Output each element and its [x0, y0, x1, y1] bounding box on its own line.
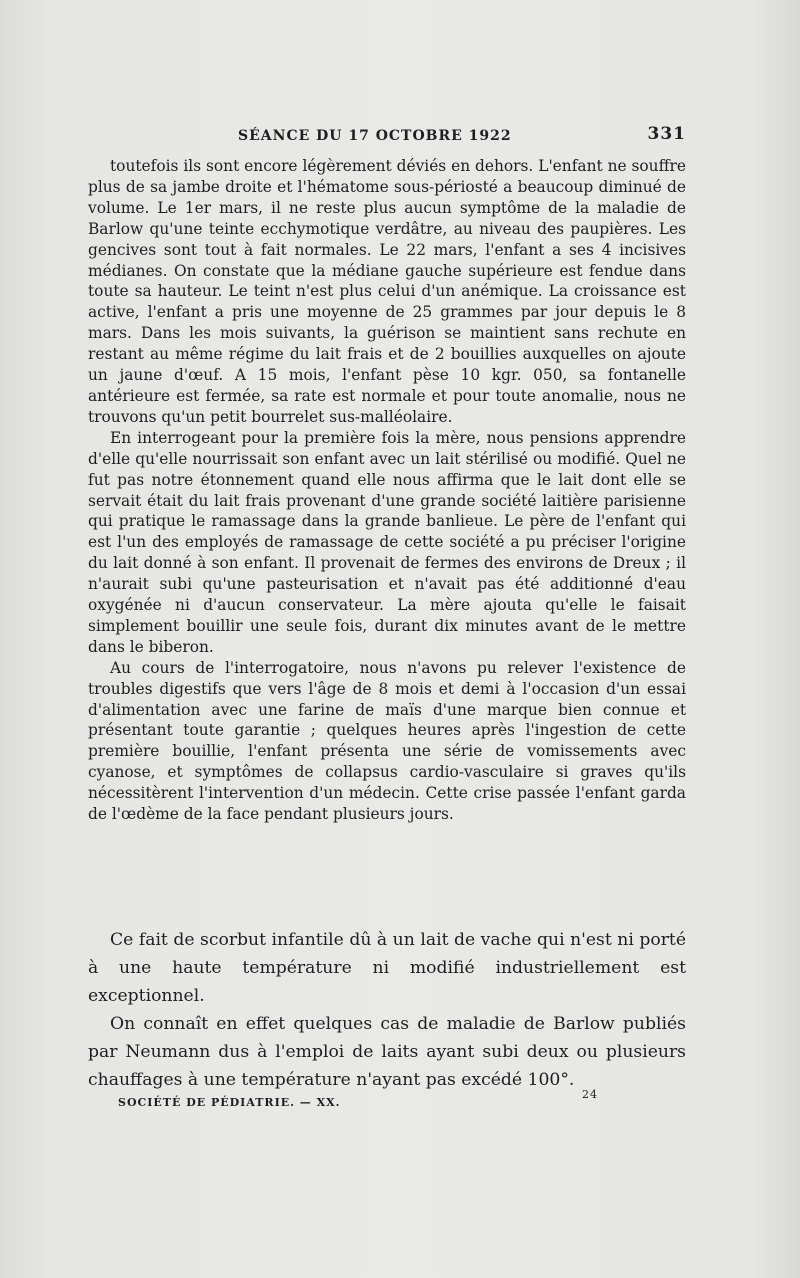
society-footer: SOCIÉTÉ DE PÉDIATRIE. — XX.: [118, 1096, 341, 1109]
paragraph: Au cours de l'interrogatoire, nous n'avons pu relever l'existence de troubles digestifs que vers l'âge de 8 mois et demi à l'occasion d'un essai d'alimentation avec une farine de maïs d'une marque bien connue et présentant toute garantie ; quelques heures après l'ingestion de cette première bouillie, l'enfant présenta une série de vomissements avec cyanose, et symptômes de collapsus cardio-vasculaire si graves qu'ils nécessitèrent l'intervention d'un médecin. Cette crise passée l'enfant garda de l'œdème de la face pendant plusieurs jours.: [88, 658, 686, 824]
main-text: [88, 156, 686, 825]
large-text-block: [88, 926, 686, 1094]
paragraph: En interrogeant pour la première fois la mère, nous pensions apprendre d'elle qu'elle nourrissait son enfant avec un lait stérilisé ou modifié. Quel ne fut pas notre étonnement quand elle nous affirma que le lait dont elle se servait était du lait frais provenant d'une grande société laitière parisienne qui pratique le ramassage dans la grande banlieue. Le père de l'enfant qui est l'un des employés de ramassage de cette société a pu préciser l'origine du lait donné à son enfant. Il provenait de fermes des environs de Dreux ; il n'aurait subi qu'une pasteurisation et n'avait pas été additionné d'eau oxygénée ni d'aucun conservateur. La mère ajouta qu'elle le faisait simplement bouillir une seule fois, durant dix minutes avant de le mettre dans le biberon.: [88, 428, 686, 656]
page-header: [88, 124, 686, 150]
running-head: SÉANCE DU 17 OCTOBRE 1922: [238, 128, 512, 144]
signature-mark: 24: [582, 1088, 598, 1101]
page-footer: [118, 1088, 598, 1112]
paragraph: Ce fait de scorbut infantile dû à un lait de vache qui n'est ni porté à une haute température ni modifié industriellement est exceptionnel.: [88, 930, 686, 1006]
page-number: 331: [647, 124, 686, 144]
paragraph: toutefois ils sont encore légèrement déviés en dehors. L'enfant ne souffre plus de sa jambe droite et l'hématome sous-périosté a beaucoup diminué de volume. Le 1er mars, il ne reste plus aucun symptôme de la maladie de Barlow qu'une teinte ecchymotique verdâtre, au niveau des paupières. Les gencives sont tout à fait normales. Le 22 mars, l'enfant a ses 4 incisives médianes. On constate que la médiane gauche supérieure est fendue dans toute sa hauteur. Le teint n'est plus celui d'un anémique. La croissance est active, l'enfant a pris une moyenne de 25 grammes par jour depuis le 8 mars. Dans les mois suivants, la guérison se maintient sans rechute en restant au même régime du lait frais et de 2 bouillies auxquelles on ajoute un jaune d'œuf. A 15 mois, l'enfant pèse 10 kgr. 050, sa fontanelle antérieure est fermée, sa rate est normale et pour toute anomalie, nous ne trouvons qu'un petit bourrelet sus-malléolaire.: [88, 157, 686, 426]
paragraph: On connaît en effet quelques cas de maladie de Barlow publiés par Neumann dus à l'emploi de laits ayant subi deux ou plusieurs chauffages à une température n'ayant pas excédé 100°.: [88, 1014, 686, 1090]
